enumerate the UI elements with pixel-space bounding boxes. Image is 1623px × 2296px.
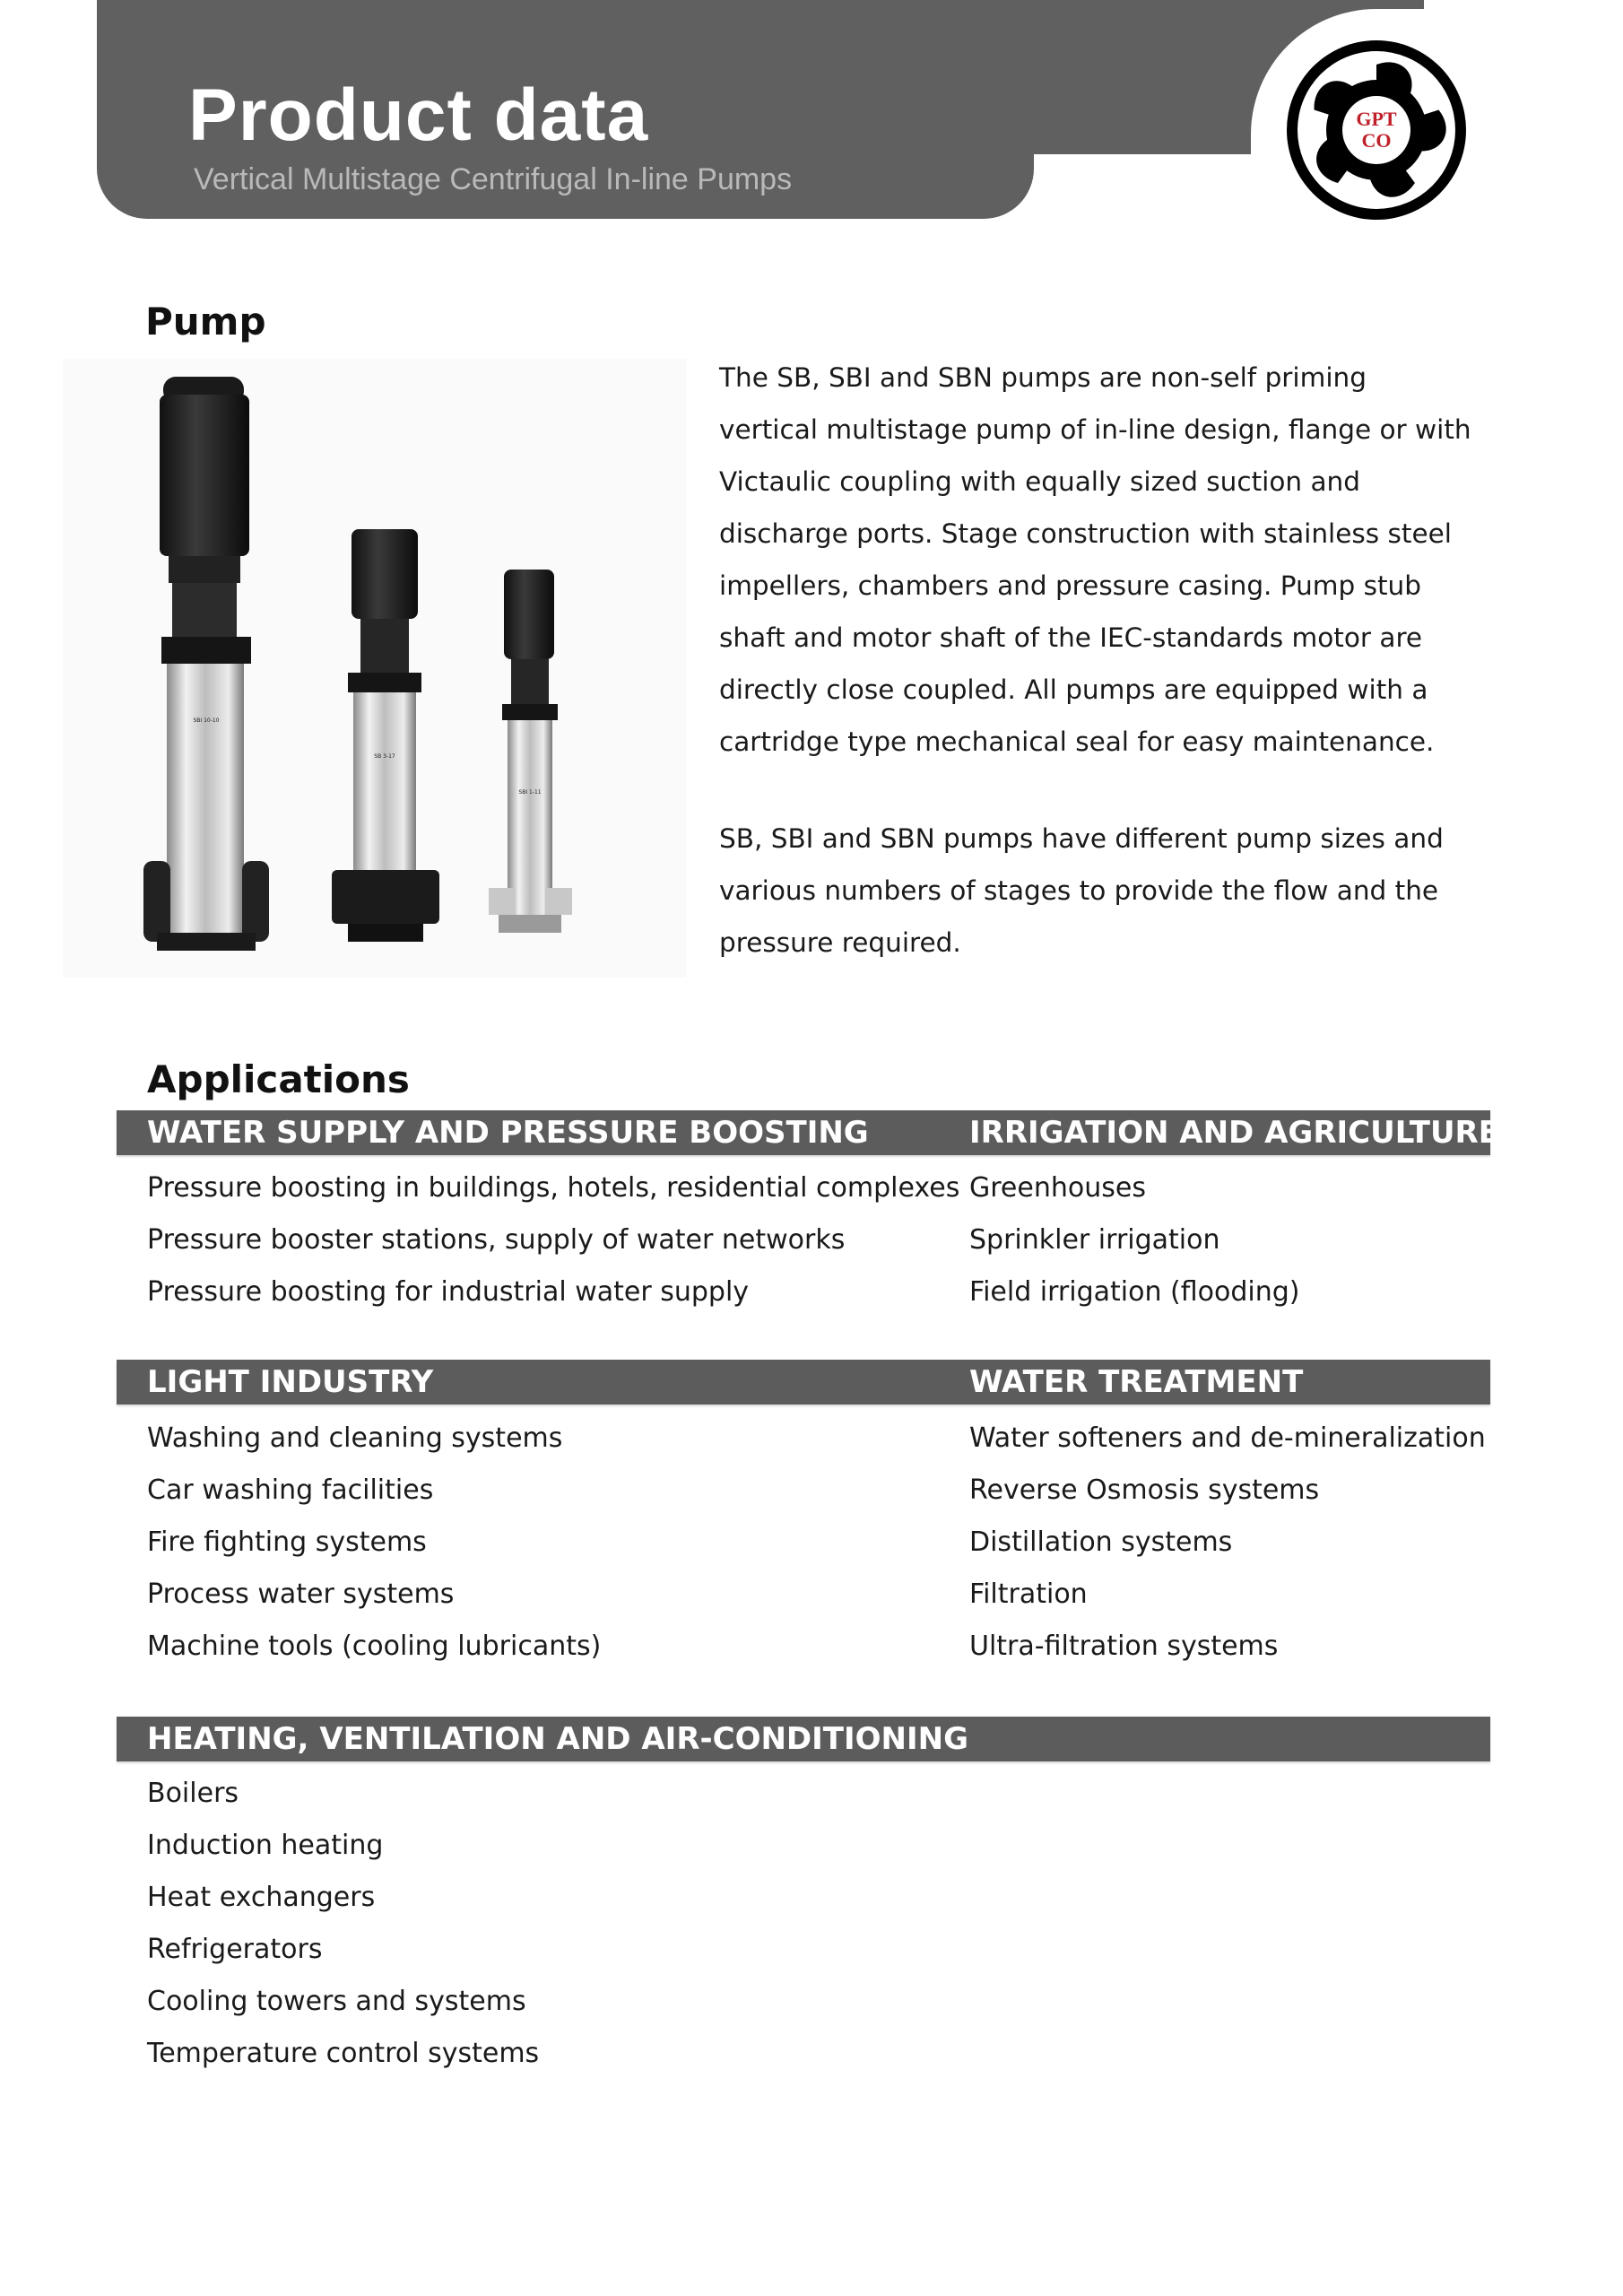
list-light-industry [147,1413,601,1673]
list-item: Washing and cleaning systems [147,1422,563,1454]
list-item: Greenhouses [969,1172,1146,1204]
list-item: Distillation systems [969,1526,1233,1558]
page-title: Product data [188,74,649,156]
group-title-water-treatment: WATER TREATMENT [969,1364,1304,1400]
list-item: Process water systems [147,1578,455,1610]
applications-band-1 [117,1110,1499,1155]
list-item: Heat exchangers [147,1882,376,1913]
list-item: Machine tools (cooling lubricants) [147,1631,602,1662]
group-title-irrigation: IRRIGATION AND AGRICULTURE [969,1115,1499,1151]
list-item: Water softeners and de-mineralization [969,1422,1486,1454]
applications-band-3 [117,1717,1490,1761]
pump-section-title: Pump [145,300,266,344]
list-irrigation [969,1162,1299,1318]
pump-label-2: SB 3-17 [374,753,395,760]
list-item: Induction heating [147,1830,384,1861]
list-item: Cooling towers and systems [147,1986,526,2017]
pump-description-sizes: SB, SBI and SBN pumps have different pump sizes and various numbers of stages to provide the flow and the pressure required. [719,823,1444,958]
list-item: Pressure boosting in buildings, hotels, residential complexes [147,1172,960,1204]
list-item: Car washing facilities [147,1474,434,1506]
group-title-light-industry: LIGHT INDUSTRY [147,1364,434,1400]
group-title-water-supply: WATER SUPPLY AND PRESSURE BOOSTING [147,1115,869,1151]
list-water-treatment [969,1413,1486,1673]
pump-product-photo [63,359,686,978]
applications-band-2 [117,1360,1490,1405]
group-title-hvac: HEATING, VENTILATION AND AIR-CONDITIONING [147,1721,969,1757]
list-item: Pressure booster stations, supply of water networks [147,1224,846,1256]
page-subtitle: Vertical Multistage Centrifugal In-line Pumps [194,162,793,196]
list-item: Field irrigation (flooding) [969,1276,1300,1308]
list-item: Temperature control systems [147,2038,540,2069]
logo-text-bottom: CO [1361,129,1392,152]
list-item: Boilers [147,1778,239,1809]
pump-description: The SB, SBI and SBN pumps are non-self priming vertical multistage pump of in-line design, flange or with Victaulic coupling with equally sized suction and discharge ports. Stage construction with stainless steel impellers, chambers and pressure casing. Pump stub shaft and motor shaft of the IEC-standards motor are directly close coupled. All pumps are equipped with a cartridge type mechanical seal for easy maintenance. [719,362,1471,757]
list-item: Fire fighting systems [147,1526,427,1558]
list-item: Sprinkler irrigation [969,1224,1220,1256]
list-item: Ultra-filtration systems [969,1631,1279,1662]
list-item: Reverse Osmosis systems [969,1474,1320,1506]
company-logo [1284,38,1469,222]
list-hvac [147,1768,539,2080]
logo-text-top: GPT [1356,108,1397,130]
pump-label-3: SBI 1-11 [518,789,542,796]
list-item: Filtration [969,1578,1088,1610]
list-item: Refrigerators [147,1934,323,1965]
applications-section-title: Applications [147,1057,410,1101]
list-item: Pressure boosting for industrial water supply [147,1276,750,1308]
pump-label-1: SBI 10-10 [193,718,220,724]
list-water-supply [147,1162,959,1318]
